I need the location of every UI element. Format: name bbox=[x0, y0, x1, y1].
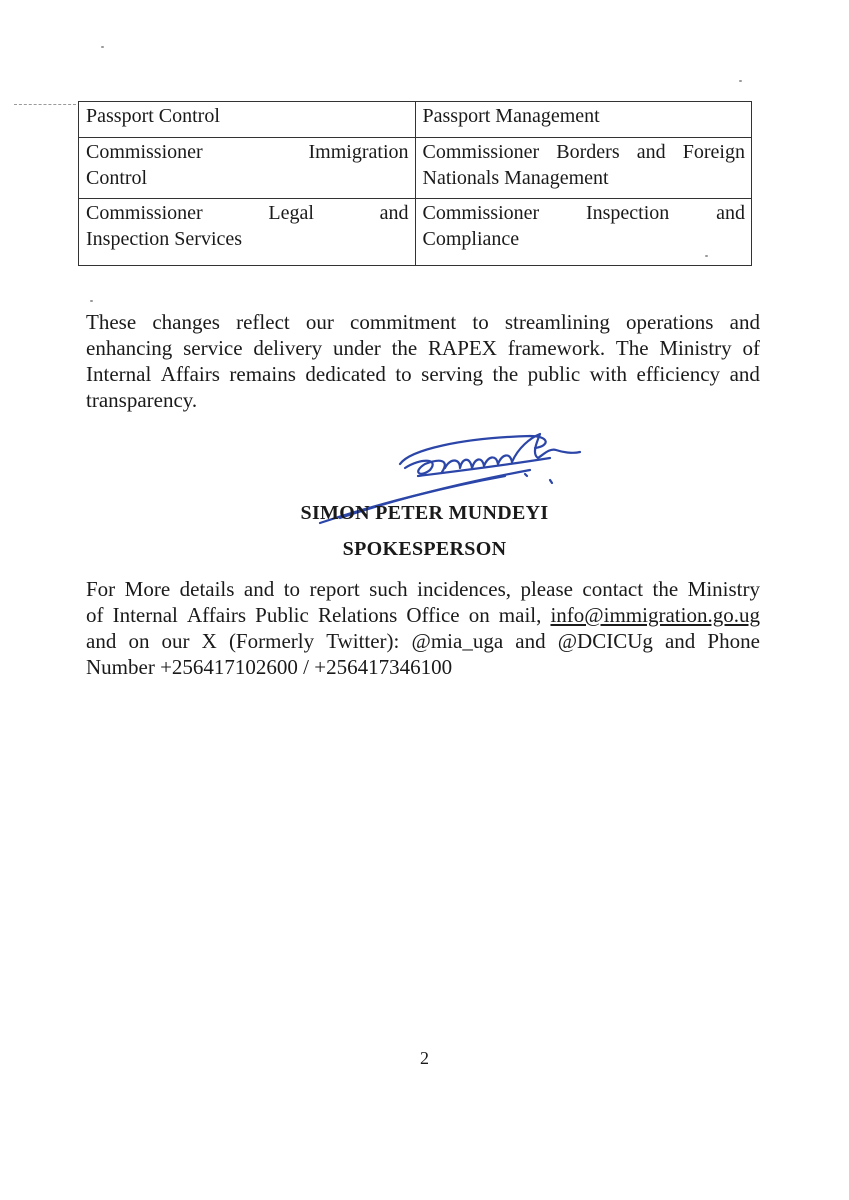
word: Affairs bbox=[186, 603, 247, 627]
word: changes bbox=[152, 310, 220, 334]
word: and bbox=[729, 310, 760, 334]
word: These bbox=[86, 310, 137, 334]
word: report bbox=[309, 577, 360, 601]
cell-line: Control bbox=[86, 167, 148, 189]
scan-speck bbox=[739, 80, 742, 82]
office-renaming-table bbox=[78, 101, 752, 266]
paragraph-line bbox=[86, 654, 760, 680]
word: to bbox=[283, 577, 301, 601]
word: Public bbox=[255, 603, 309, 627]
word: enhancing bbox=[86, 336, 173, 360]
table-row bbox=[79, 102, 752, 138]
scan-speck bbox=[101, 46, 104, 48]
word: incidences, bbox=[417, 577, 511, 601]
word: the bbox=[391, 336, 418, 360]
word: our bbox=[305, 310, 334, 334]
scan-speck bbox=[90, 300, 93, 302]
paragraph-line bbox=[86, 576, 760, 602]
scan-artifact bbox=[14, 104, 76, 106]
word: of bbox=[86, 603, 104, 627]
word: and bbox=[243, 577, 275, 601]
word: RAPEX bbox=[428, 336, 497, 360]
email-link[interactable]: info@immigration.go.ug bbox=[550, 603, 760, 627]
paragraph-line bbox=[86, 628, 760, 654]
word: More bbox=[124, 577, 171, 601]
word: reflect bbox=[236, 310, 290, 334]
word: please bbox=[520, 577, 573, 601]
word: on bbox=[468, 603, 490, 627]
page-number: 2 bbox=[420, 1048, 429, 1068]
word: and bbox=[515, 629, 546, 653]
word: Ministry bbox=[659, 336, 732, 360]
word: under bbox=[332, 336, 381, 360]
word: Office bbox=[406, 603, 460, 627]
word: For bbox=[86, 577, 116, 601]
word: of bbox=[742, 336, 760, 360]
statement-paragraph bbox=[86, 309, 760, 413]
word: mail, bbox=[498, 603, 542, 627]
word: Affairs bbox=[160, 362, 220, 386]
word: serving bbox=[421, 362, 483, 386]
word: framework. bbox=[507, 336, 606, 360]
old-office-cell: Passport Control bbox=[79, 102, 416, 138]
word: to bbox=[472, 310, 489, 334]
contact-paragraph bbox=[86, 576, 760, 680]
word: public bbox=[527, 362, 581, 386]
phone-numbers: Number +256417102600 / +256417346100 bbox=[86, 655, 453, 679]
word: and bbox=[729, 362, 760, 386]
word: Phone bbox=[707, 629, 760, 653]
word: and bbox=[664, 629, 696, 653]
word: transparency. bbox=[86, 388, 198, 412]
table-row bbox=[79, 138, 752, 199]
word: contact bbox=[582, 577, 644, 601]
word: Relations bbox=[317, 603, 398, 627]
paragraph-line bbox=[86, 387, 760, 413]
new-office-cell: Passport Management bbox=[415, 102, 752, 138]
old-office-cell bbox=[79, 199, 416, 266]
word: on bbox=[128, 629, 150, 653]
word: efficiency bbox=[636, 362, 721, 386]
paragraph-line bbox=[86, 309, 760, 335]
signatory-name: SIMON PETER MUNDEYI bbox=[300, 502, 549, 524]
word: X bbox=[201, 629, 217, 653]
word: delivery bbox=[253, 336, 323, 360]
cell-line: Inspection Services bbox=[86, 228, 243, 250]
word: to bbox=[395, 362, 412, 386]
word: details bbox=[179, 577, 235, 601]
word: the bbox=[492, 362, 519, 386]
word: dedicated bbox=[305, 362, 386, 386]
word: with bbox=[589, 362, 627, 386]
cell-line: Commissioner Legal and bbox=[86, 202, 409, 224]
old-office-cell bbox=[79, 138, 416, 199]
word: Internal bbox=[86, 362, 152, 386]
table-row bbox=[79, 199, 752, 266]
cell-line: Commissioner Inspection and bbox=[422, 202, 745, 224]
word: commitment bbox=[350, 310, 457, 334]
word: Twitter): bbox=[326, 629, 400, 653]
paragraph-line bbox=[86, 602, 760, 628]
cell-line: Compliance bbox=[422, 228, 520, 250]
word: service bbox=[183, 336, 243, 360]
word: (Formerly bbox=[228, 629, 315, 653]
word: @mia_uga bbox=[411, 629, 504, 653]
word: The bbox=[615, 336, 649, 360]
paragraph-line bbox=[86, 361, 760, 387]
cell-line: Commissioner Immigration bbox=[86, 141, 409, 163]
word: such bbox=[369, 577, 408, 601]
signatory-title: SPOKESPERSON bbox=[342, 538, 507, 560]
word: operations bbox=[626, 310, 714, 334]
word: streamlining bbox=[504, 310, 610, 334]
new-office-cell bbox=[415, 138, 752, 199]
word: the bbox=[652, 577, 679, 601]
paragraph-line bbox=[86, 335, 760, 361]
word: remains bbox=[229, 362, 296, 386]
cell-line: Commissioner Borders and Foreign bbox=[422, 141, 745, 163]
word: Internal bbox=[112, 603, 178, 627]
word: and bbox=[86, 629, 117, 653]
cell-line: Nationals Management bbox=[422, 167, 609, 189]
word: @DCICUg bbox=[557, 629, 653, 653]
word: Ministry bbox=[687, 577, 760, 601]
new-office-cell bbox=[415, 199, 752, 266]
word: our bbox=[161, 629, 190, 653]
